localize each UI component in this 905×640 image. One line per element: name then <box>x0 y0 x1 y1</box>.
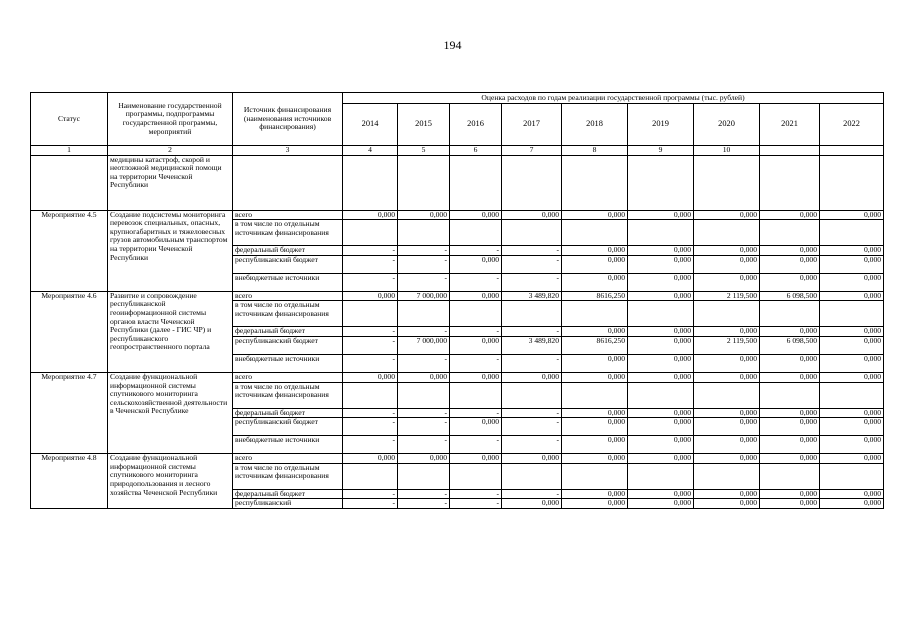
funding-source: всего <box>233 210 343 220</box>
amount-cell <box>628 301 694 327</box>
empty-cell <box>343 155 398 210</box>
amount-cell: 0,000 <box>502 210 562 220</box>
amount-cell: 0,000 <box>820 354 884 372</box>
amount-cell: 0,000 <box>628 336 694 354</box>
column-number: 8 <box>562 146 628 156</box>
funding-source: республиканский <box>233 499 343 509</box>
amount-cell: 0,000 <box>450 210 502 220</box>
header-year: 2019 <box>628 104 694 146</box>
header-status: Статус <box>31 93 108 146</box>
budget-table <box>30 92 884 509</box>
amount-cell: - <box>398 246 450 256</box>
amount-cell: 0,000 <box>562 255 628 273</box>
amount-cell: 0,000 <box>694 436 760 454</box>
amount-cell: - <box>343 436 398 454</box>
activity-name: Развитие и сопровождение республиканской геоинформационной системы органов власти Чеченской Республики (далее - ГИС ЧР) и республиканского геопространственного портала <box>108 291 233 372</box>
column-number-empty <box>820 146 884 156</box>
amount-cell <box>820 382 884 408</box>
amount-cell: 8616,250 <box>562 336 628 354</box>
empty-cell <box>820 155 884 210</box>
amount-cell: - <box>343 354 398 372</box>
amount-cell: - <box>398 436 450 454</box>
amount-cell: 0,000 <box>398 372 450 382</box>
amount-cell: - <box>343 489 398 499</box>
amount-cell <box>820 463 884 489</box>
column-number: 10 <box>694 146 760 156</box>
table-row <box>31 291 884 301</box>
amount-cell <box>450 463 502 489</box>
activity-status: Мероприятие 4.8 <box>31 454 108 509</box>
empty-cell <box>694 155 760 210</box>
amount-cell: 0,000 <box>694 489 760 499</box>
amount-cell: 0,000 <box>562 436 628 454</box>
amount-cell: 0,000 <box>343 291 398 301</box>
amount-cell: 0,000 <box>562 246 628 256</box>
amount-cell: - <box>398 255 450 273</box>
amount-cell: 0,000 <box>628 246 694 256</box>
amount-cell: 0,000 <box>398 210 450 220</box>
amount-cell: - <box>502 489 562 499</box>
amount-cell: - <box>502 327 562 337</box>
amount-cell: 0,000 <box>398 454 450 464</box>
funding-source: внебюджетные источники <box>233 273 343 291</box>
amount-cell: - <box>343 273 398 291</box>
amount-cell: 8616,250 <box>562 291 628 301</box>
amount-cell: 7 000,000 <box>398 336 450 354</box>
amount-cell <box>628 220 694 246</box>
amount-cell: 0,000 <box>628 273 694 291</box>
empty-cell <box>628 155 694 210</box>
amount-cell <box>820 301 884 327</box>
funding-source: республиканский бюджет <box>233 255 343 273</box>
amount-cell: 0,000 <box>628 408 694 418</box>
header-year: 2021 <box>760 104 820 146</box>
amount-cell <box>343 382 398 408</box>
empty-cell <box>450 155 502 210</box>
amount-cell <box>562 301 628 327</box>
funding-source: федеральный бюджет <box>233 246 343 256</box>
amount-cell: - <box>502 273 562 291</box>
amount-cell: 2 119,500 <box>694 336 760 354</box>
amount-cell <box>694 220 760 246</box>
amount-cell: 0,000 <box>820 210 884 220</box>
amount-cell: - <box>450 499 502 509</box>
amount-cell: 0,000 <box>450 454 502 464</box>
amount-cell <box>502 220 562 246</box>
column-number: 6 <box>450 146 502 156</box>
amount-cell: 0,000 <box>562 499 628 509</box>
amount-cell: 0,000 <box>820 273 884 291</box>
amount-cell <box>760 301 820 327</box>
column-number: 4 <box>343 146 398 156</box>
amount-cell <box>398 382 450 408</box>
amount-cell: 0,000 <box>760 499 820 509</box>
amount-cell: 6 098,500 <box>760 336 820 354</box>
amount-cell: - <box>502 246 562 256</box>
amount-cell <box>562 220 628 246</box>
amount-cell: - <box>502 255 562 273</box>
funding-source: республиканский бюджет <box>233 418 343 436</box>
activity-status: Мероприятие 4.5 <box>31 210 108 291</box>
amount-cell <box>628 463 694 489</box>
amount-cell: - <box>398 354 450 372</box>
funding-source: в том числе по отдельным источникам финансирования <box>233 220 343 246</box>
amount-cell: 0,000 <box>502 499 562 509</box>
amount-cell: 0,000 <box>820 246 884 256</box>
amount-cell: 0,000 <box>694 354 760 372</box>
amount-cell: 0,000 <box>562 489 628 499</box>
amount-cell: - <box>502 354 562 372</box>
amount-cell: 0,000 <box>562 273 628 291</box>
amount-cell: 0,000 <box>450 336 502 354</box>
amount-cell: 0,000 <box>343 210 398 220</box>
header-year: 2017 <box>502 104 562 146</box>
amount-cell: 3 489,820 <box>502 336 562 354</box>
amount-cell <box>562 382 628 408</box>
amount-cell <box>820 220 884 246</box>
amount-cell: 0,000 <box>628 210 694 220</box>
amount-cell: 0,000 <box>502 372 562 382</box>
amount-cell <box>694 301 760 327</box>
amount-cell <box>760 463 820 489</box>
amount-cell: - <box>450 489 502 499</box>
amount-cell: 0,000 <box>820 454 884 464</box>
amount-cell: 0,000 <box>694 255 760 273</box>
amount-cell <box>450 382 502 408</box>
amount-cell <box>502 463 562 489</box>
amount-cell <box>502 382 562 408</box>
amount-cell: - <box>502 408 562 418</box>
amount-cell: 3 489,820 <box>502 291 562 301</box>
continuation-text: медицины катастроф, скорой и неотложной медицинской помощи на территории Чеченской Республики <box>108 155 233 210</box>
amount-cell: 0,000 <box>343 454 398 464</box>
amount-cell: 0,000 <box>760 418 820 436</box>
amount-cell: 0,000 <box>760 372 820 382</box>
amount-cell <box>398 220 450 246</box>
amount-cell <box>450 301 502 327</box>
amount-cell: 0,000 <box>694 418 760 436</box>
amount-cell: - <box>450 327 502 337</box>
activity-status: Мероприятие 4.7 <box>31 372 108 453</box>
header-estimate: Оценка расходов по годам реализации государственной программы (тыс. рублей) <box>343 93 884 104</box>
amount-cell <box>343 301 398 327</box>
amount-cell <box>502 301 562 327</box>
amount-cell: 0,000 <box>760 246 820 256</box>
column-number: 2 <box>108 146 233 156</box>
amount-cell: - <box>398 408 450 418</box>
empty-cell <box>233 155 343 210</box>
amount-cell: 0,000 <box>562 372 628 382</box>
amount-cell: - <box>398 273 450 291</box>
column-number: 5 <box>398 146 450 156</box>
column-number-empty <box>760 146 820 156</box>
amount-cell: 0,000 <box>628 489 694 499</box>
amount-cell: - <box>450 408 502 418</box>
amount-cell: 0,000 <box>694 273 760 291</box>
amount-cell: - <box>398 489 450 499</box>
amount-cell: - <box>343 327 398 337</box>
amount-cell: - <box>450 354 502 372</box>
amount-cell: 0,000 <box>760 489 820 499</box>
continuation-row <box>31 155 884 210</box>
funding-source: внебюджетные источники <box>233 436 343 454</box>
amount-cell <box>398 463 450 489</box>
header-year: 2015 <box>398 104 450 146</box>
amount-cell <box>694 463 760 489</box>
funding-source: республиканский бюджет <box>233 336 343 354</box>
amount-cell: 0,000 <box>694 210 760 220</box>
funding-source: всего <box>233 291 343 301</box>
amount-cell: - <box>398 327 450 337</box>
amount-cell: 0,000 <box>820 255 884 273</box>
funding-source: федеральный бюджет <box>233 489 343 499</box>
amount-cell: 0,000 <box>628 327 694 337</box>
column-number: 1 <box>31 146 108 156</box>
amount-cell: 0,000 <box>694 499 760 509</box>
amount-cell: - <box>343 408 398 418</box>
header-name: Наименование государственной программы, подпрограммы государственной программы, мероприятий <box>108 93 233 146</box>
amount-cell: - <box>450 273 502 291</box>
amount-cell: 0,000 <box>502 454 562 464</box>
amount-cell: - <box>502 436 562 454</box>
amount-cell: 0,000 <box>820 327 884 337</box>
empty-cell <box>562 155 628 210</box>
amount-cell: 0,000 <box>760 273 820 291</box>
amount-cell: - <box>343 418 398 436</box>
amount-cell: 0,000 <box>760 408 820 418</box>
amount-cell: 2 119,500 <box>694 291 760 301</box>
amount-cell: 7 000,000 <box>398 291 450 301</box>
empty-cell <box>398 155 450 210</box>
amount-cell: 0,000 <box>450 291 502 301</box>
amount-cell: - <box>398 418 450 436</box>
empty-cell <box>502 155 562 210</box>
amount-cell: - <box>450 246 502 256</box>
amount-cell <box>450 220 502 246</box>
amount-cell: 0,000 <box>343 372 398 382</box>
amount-cell: 0,000 <box>628 499 694 509</box>
amount-cell: 0,000 <box>562 210 628 220</box>
column-number: 7 <box>502 146 562 156</box>
funding-source: всего <box>233 372 343 382</box>
header-year: 2020 <box>694 104 760 146</box>
amount-cell: - <box>343 499 398 509</box>
amount-cell: 0,000 <box>628 372 694 382</box>
column-number: 3 <box>233 146 343 156</box>
amount-cell: 0,000 <box>628 354 694 372</box>
table-row <box>31 454 884 464</box>
amount-cell: - <box>343 336 398 354</box>
amount-cell: 0,000 <box>820 336 884 354</box>
table-row <box>31 210 884 220</box>
amount-cell: 0,000 <box>628 291 694 301</box>
amount-cell <box>398 301 450 327</box>
header-year: 2018 <box>562 104 628 146</box>
amount-cell: - <box>502 418 562 436</box>
amount-cell: 0,000 <box>562 418 628 436</box>
amount-cell: 0,000 <box>760 210 820 220</box>
amount-cell <box>694 382 760 408</box>
amount-cell: 0,000 <box>820 489 884 499</box>
funding-source: всего <box>233 454 343 464</box>
amount-cell: 0,000 <box>694 372 760 382</box>
amount-cell: 0,000 <box>694 408 760 418</box>
header-year: 2014 <box>343 104 398 146</box>
amount-cell: 6 098,500 <box>760 291 820 301</box>
amount-cell: - <box>343 255 398 273</box>
column-number: 9 <box>628 146 694 156</box>
amount-cell: 0,000 <box>760 255 820 273</box>
funding-source: в том числе по отдельным источникам финансирования <box>233 463 343 489</box>
amount-cell: 0,000 <box>450 418 502 436</box>
empty-cell <box>760 155 820 210</box>
amount-cell <box>343 220 398 246</box>
amount-cell: 0,000 <box>628 436 694 454</box>
amount-cell <box>343 463 398 489</box>
amount-cell: 0,000 <box>820 499 884 509</box>
amount-cell: 0,000 <box>760 454 820 464</box>
amount-cell <box>760 220 820 246</box>
amount-cell: 0,000 <box>820 418 884 436</box>
amount-cell: 0,000 <box>628 418 694 436</box>
funding-source: в том числе по отдельным источникам финансирования <box>233 301 343 327</box>
activity-name: Создание подсистемы мониторинга перевозок специальных, опасных, крупногабаритных и тяжеловесных грузов автомобильным транспортом на территории Чеченской Республики <box>108 210 233 291</box>
amount-cell: 0,000 <box>820 436 884 454</box>
amount-cell: 0,000 <box>820 372 884 382</box>
amount-cell <box>760 382 820 408</box>
amount-cell: - <box>450 436 502 454</box>
activity-status: Мероприятие 4.6 <box>31 291 108 372</box>
amount-cell: 0,000 <box>628 255 694 273</box>
funding-source: федеральный бюджет <box>233 408 343 418</box>
amount-cell: 0,000 <box>760 436 820 454</box>
amount-cell: 0,000 <box>562 327 628 337</box>
funding-source: федеральный бюджет <box>233 327 343 337</box>
amount-cell: 0,000 <box>760 327 820 337</box>
header-year: 2022 <box>820 104 884 146</box>
amount-cell: 0,000 <box>694 327 760 337</box>
activity-name: Создание функциональной информационной системы спутникового мониторинга природопользования и лесного хозяйства Чеченской Республики <box>108 454 233 509</box>
amount-cell: 0,000 <box>694 454 760 464</box>
amount-cell <box>562 463 628 489</box>
empty-cell <box>31 155 108 210</box>
amount-cell: 0,000 <box>760 354 820 372</box>
header-year: 2016 <box>450 104 502 146</box>
amount-cell: - <box>343 246 398 256</box>
funding-source: внебюджетные источники <box>233 354 343 372</box>
amount-cell: 0,000 <box>562 454 628 464</box>
amount-cell: 0,000 <box>450 255 502 273</box>
activity-name: Создание функциональной информационной системы спутникового мониторинга сельскохозяйственной деятельности в Чеченской Республике <box>108 372 233 453</box>
amount-cell: 0,000 <box>820 408 884 418</box>
amount-cell <box>628 382 694 408</box>
amount-cell: - <box>398 499 450 509</box>
amount-cell: 0,000 <box>562 354 628 372</box>
amount-cell: 0,000 <box>562 408 628 418</box>
page-number: 194 <box>443 38 462 52</box>
amount-cell: 0,000 <box>820 291 884 301</box>
table-row <box>31 372 884 382</box>
amount-cell: 0,000 <box>628 454 694 464</box>
funding-source: в том числе по отдельным источникам финансирования <box>233 382 343 408</box>
amount-cell: 0,000 <box>450 372 502 382</box>
amount-cell: 0,000 <box>694 246 760 256</box>
header-source: Источник финансирования (наименования источников финансирования) <box>233 93 343 146</box>
